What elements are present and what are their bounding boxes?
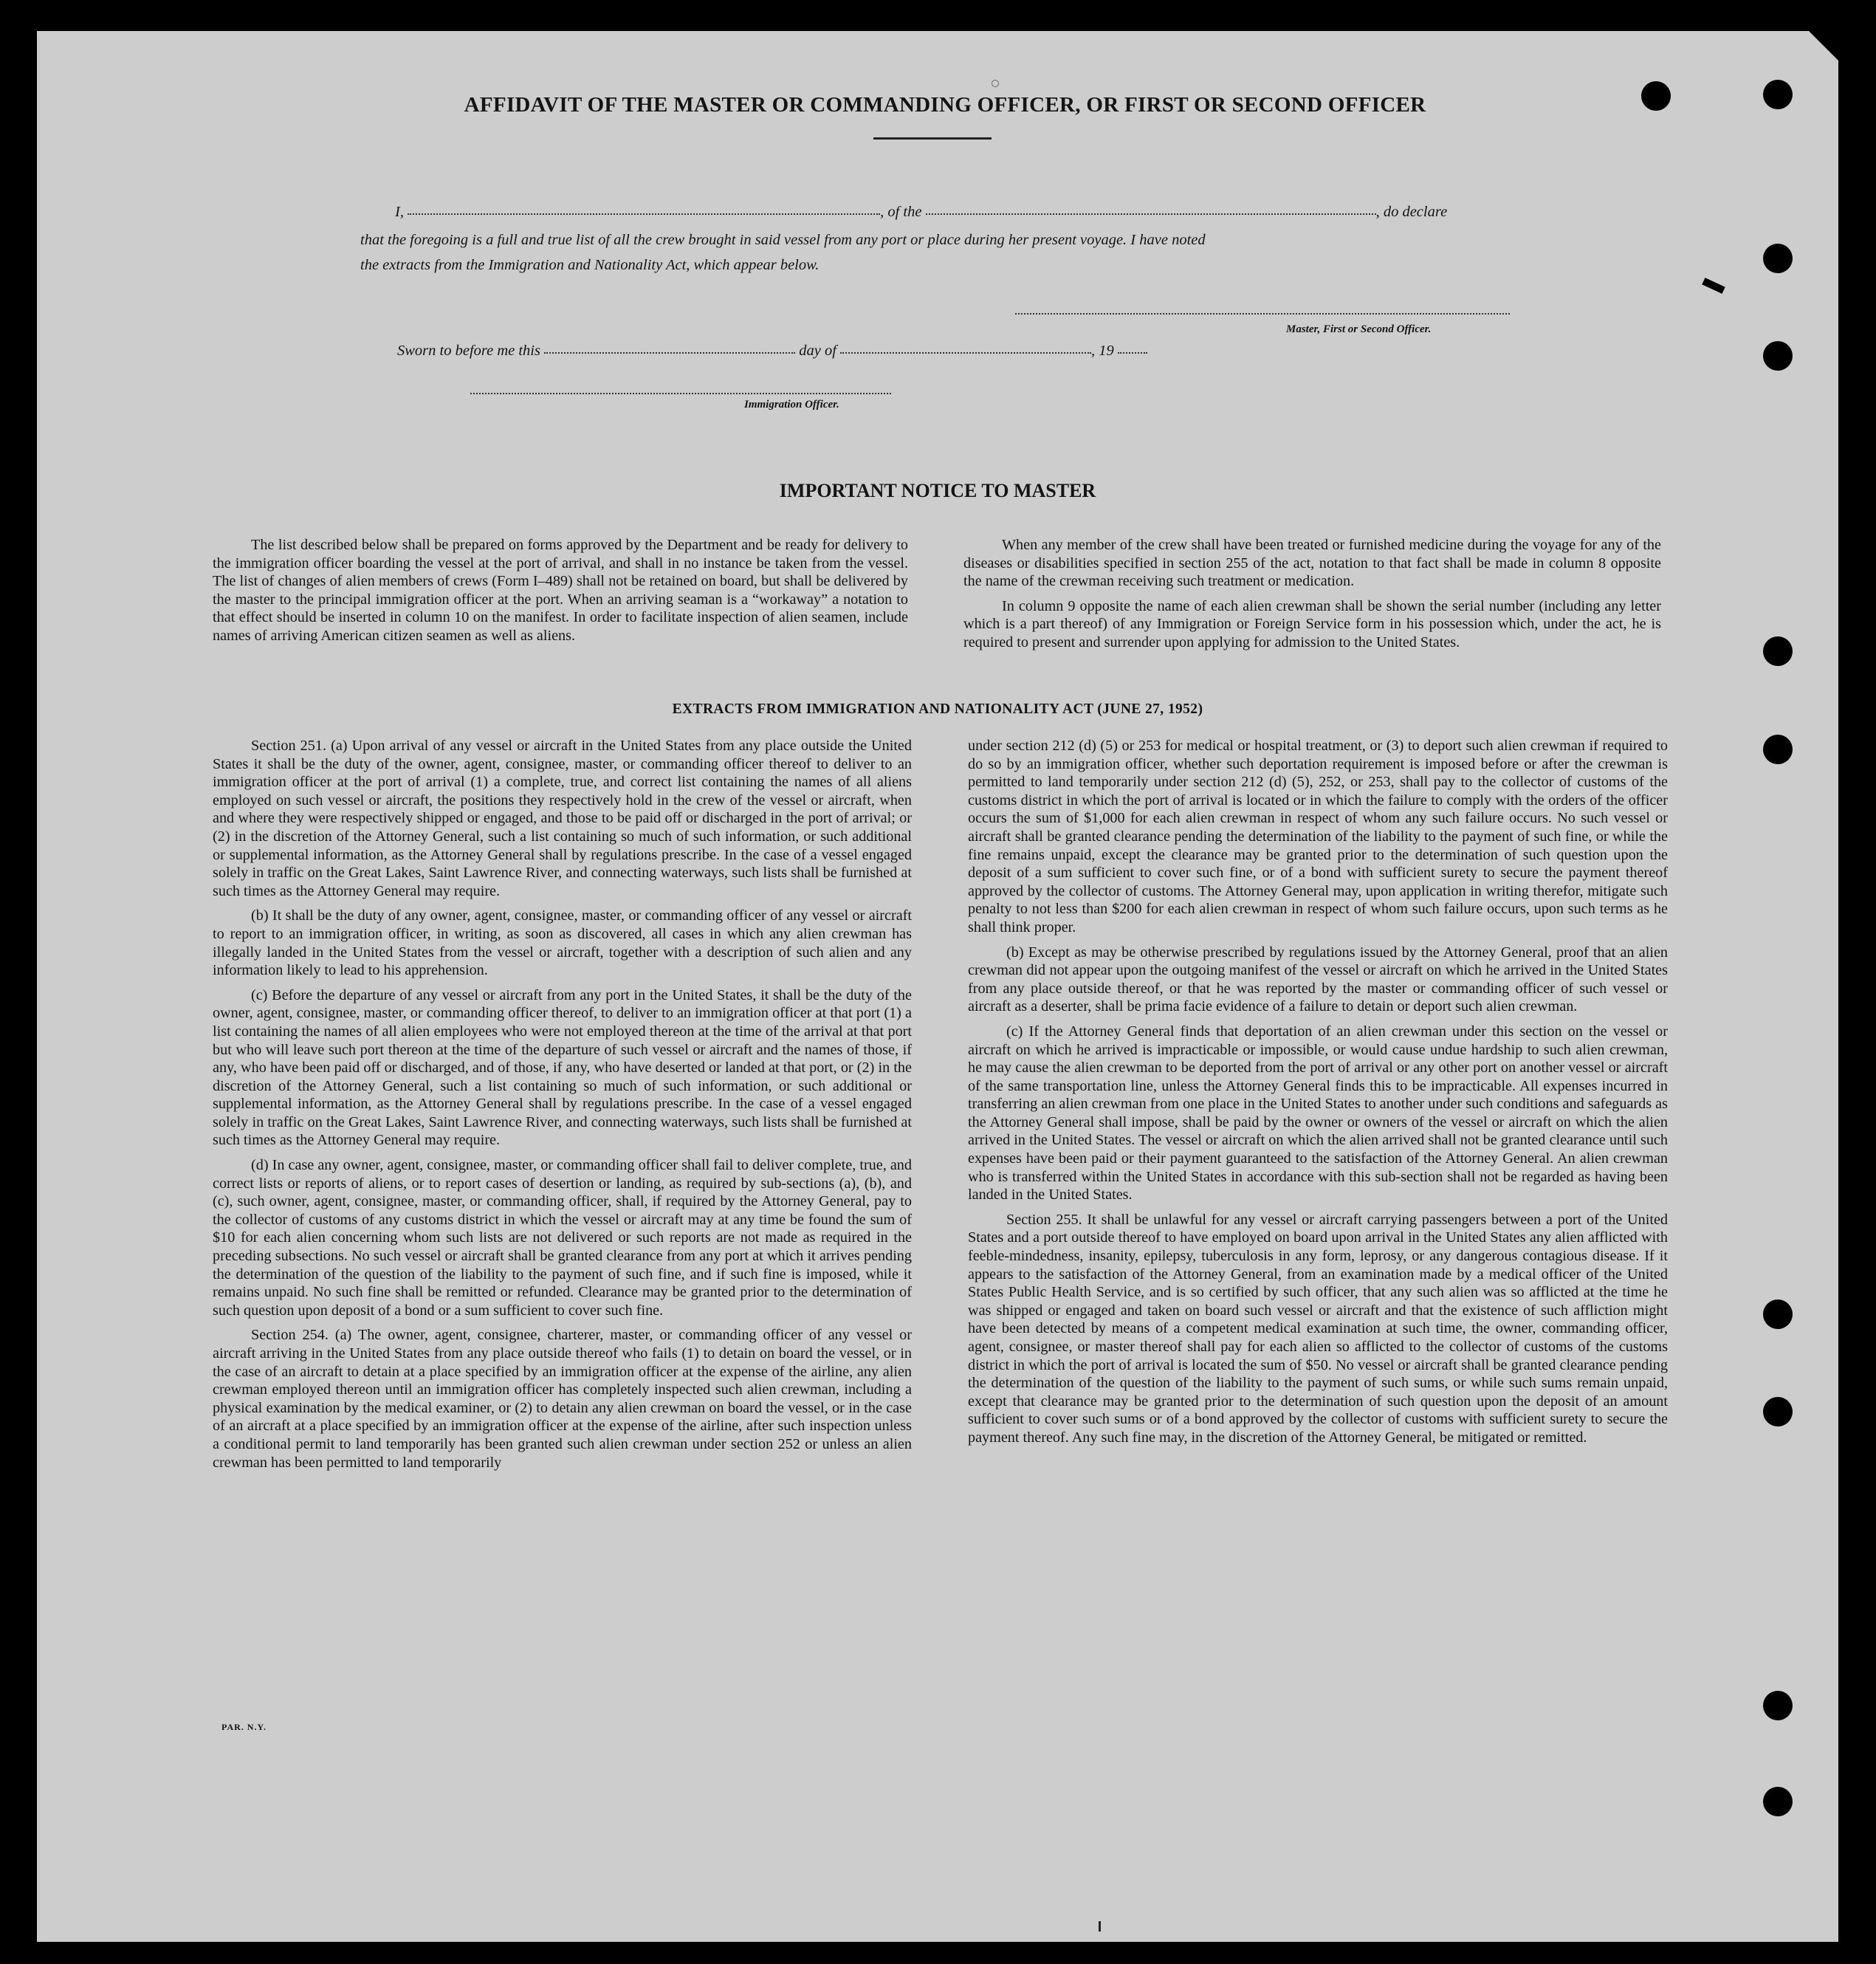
affidavit-title: AFFIDAVIT OF THE MASTER OR COMMANDING OFFICER, OR FIRST OR SECOND OFFICER [464, 93, 1426, 117]
of-the-label: , of the [880, 204, 922, 220]
sworn-year-field[interactable] [1118, 351, 1147, 354]
punch-hole [1763, 244, 1793, 273]
extract-paragraph: (b) It shall be the duty of any owner, agent, consignee, master, or commanding officer of any vessel or aircraft to report to an immigration officer, in writing, as soon as discovered, all cases in which any alien crewman has illegally landed in the United States from the vessel or aircraft, together with a description of such alien and any information likely to lead to his apprehension. [213, 907, 912, 979]
extract-paragraph: Section 254. (a) The owner, agent, consignee, charterer, master, or commanding officer of any vessel or aircraft arriving in the United States from any place outside thereof who fails (1) to detain on board the vessel, or in the case of an aircraft to detain at a place specified by an immigration officer at the expense of the airline, any alien crewman employed thereon until an immigration officer has completely inspected such alien crewman, including a physical examination by the medical examiner, or (2) to detain any alien crewman on board the vessel, or in the case of an aircraft at a place specified by an immigration officer at the expense of the airline, after such inspection unless a conditional permit to land temporarily has been granted such alien crewman under section 252 or unless an alien crewman has been permitted to land temporarily [213, 1327, 912, 1471]
small-circle-mark [992, 80, 999, 87]
punch-hole [1763, 1299, 1793, 1329]
notice-paragraph: The list described below shall be prepared on forms approved by the Department and be ready for delivery to the immigration officer boarding the vessel at the port of arrival, and shall in no instance be taken from the vessel. The list of changes of alien members of crews (Form I–489) shall not be retained on board, but shall be delivered by the master to the principal immigration officer at the port. When an arriving seaman is a “workaway” a notation to that effect should be inserted in column 10 on the manifest. In order to facilitate inspection of alien seamen, include names of arriving American citizen seamen as well as aliens. [213, 537, 908, 644]
punch-hole [1763, 636, 1793, 666]
immigration-officer-caption: Immigration Officer. [744, 399, 839, 411]
extract-paragraph: Section 251. (a) Upon arrival of any vessel or aircraft in the United States from any place outside the United States it shall be the duty of the owner, agent, consignee, master, or commanding officer thereof to deliver to an immigration officer at the port of arrival (1) a complete, true, and correct list containing the names of all aliens employed on such vessel or aircraft, the positions they respectively hold in the crew of the vessel or aircraft, when and where they were respectively shipped or engaged, and those to be paid off or discharged in the port of arrival; or (2) in the discretion of the Attorney General, such a list containing so much of such information, or such additional or supplemental information, as the Attorney General shall by regulations prescribe. In the case of a vessel engaged solely in traffic on the Great Lakes, Saint Lawrence River, and connecting waterways, such lists shall be furnished at such times as the Attorney General may require. [213, 738, 912, 899]
declaration-line [395, 204, 1447, 221]
extracts-right-column [968, 737, 1668, 1454]
punch-hole [1763, 1691, 1793, 1720]
year-label: , 19 [1091, 343, 1114, 359]
extract-paragraph: Section 255. It shall be unlawful for any vessel or aircraft carrying passengers between a port of the United States and a port outside thereof to have employed on board upon arrival in the United States any alien afflicted with feeble-mindedness, insanity, epilepsy, tuberculosis in any form, leprosy, or any dangerous contagious disease. If it appears to the satisfaction of the Attorney General, from an examination made by a medical officer of the United States Public Health Service, and is so certified by such officer, that any such alien was so afflicted at the time he was shipped or engaged and taken on board such vessel or aircraft and that the existence of such affliction might have been detected by means of a competent medical examination at such time, the owner, commanding officer, agent, consignee, or master thereof shall pay for each alien so afflicted to the collector of customs of the customs district in which the port of arrival is located the sum of $50. No vessel or aircraft shall be granted clearance pending the determination of the question of the liability to the payment of such sums, or while such sums remain unpaid, except that clearance may be granted prior to the determination of such question upon the deposit of an amount sufficient to cover such sums or of a bond approved by the collector of customs with sufficient surety to secure the payment thereof. Any such fine may, in the discretion of the Attorney General, be mitigated or remitted. [968, 1211, 1668, 1446]
sworn-month-field[interactable] [840, 351, 1091, 354]
notice-left-column [213, 536, 908, 652]
statement-line-2: the extracts from the Immigration and Nationality Act, which appear below. [360, 257, 820, 273]
punch-hole [1763, 1397, 1793, 1426]
bottom-tick-mark [1099, 1921, 1101, 1932]
extracts-left-column [213, 737, 912, 1478]
statement-line-1: that the foregoing is a full and true list of all the crew brought in said vessel from any port or place during her present voyage. I have noted [360, 232, 1206, 248]
master-caption: Master, First or Second Officer. [1286, 323, 1432, 335]
immigration-officer-signature-line[interactable] [470, 393, 891, 394]
sworn-day-field[interactable] [544, 351, 795, 354]
punch-hole [1641, 81, 1671, 111]
extract-paragraph: (b) Except as may be otherwise prescribed by regulations issued by the Attorney General, proof that an alien crewman did not appear upon the outgoing manifest of the vessel or aircraft on which he arrived in the United States from any place outside thereof, or that he was reported by the master or commanding officer of such vessel or aircraft as a deserter, shall be prima facie evidence of a failure to detain or deport such alien crewman. [968, 944, 1668, 1015]
do-declare-label: , do declare [1375, 204, 1448, 220]
name-field[interactable] [408, 213, 880, 215]
extracts-title: EXTRACTS FROM IMMIGRATION AND NATIONALITY ACT (JUNE 27, 1952) [672, 701, 1203, 717]
extract-paragraph: (d) In case any owner, agent, consignee, master, or commanding officer shall fail to deliver complete, true, and correct lists or reports of aliens, or to report cases of desertion or landing, as required by sub-sections (a), (b), and (c), such owner, agent, consignee, master, or commanding officer, shall, if required by the Attorney General, pay to the collector of customs of any customs district in which the vessel or aircraft may at any time be found the sum of $10 for each alien concerning whom such lists are not delivered or such reports are not made as required in the preceding subsections. No such vessel or aircraft shall be granted clearance from any port at which it arrives pending the determination of the question of the liability to the payment of such fine, and if such fine is imposed, while it remains unpaid. No such fine shall be remitted or refunded. Clearance may be granted prior to the determination of such question upon deposit of a bond or a sum sufficient to cover such fine. [213, 1157, 912, 1319]
sworn-line [397, 343, 1147, 360]
extract-paragraph: (c) Before the departure of any vessel or aircraft from any port in the United States, it shall be the duty of the owner, agent, consignee, master, or commanding officer thereof, to deliver to an immigration officer at that port (1) a list containing the names of all alien employees who were not employed thereon at the time of the arrival at that port but who will leave such port thereon at the time of the departure of such vessel or aircraft and the names of those, if any, who have been paid off or discharged, and of those, if any, who have deserted or landed at that port, or (2) in the discretion of the Attorney General, such a list containing so much of such information, or such additional or supplemental information, as the Attorney General shall by regulations prescribe. In the case of a vessel engaged solely in traffic on the Great Lakes, Saint Lawrence River, and connecting waterways, such lists shall be furnished at such times as the Attorney General may require. [213, 986, 912, 1149]
notice-paragraph: In column 9 opposite the name of each alien crewman shall be shown the serial number (including any letter which is a part thereof) of any Immigration or Foreign Service form in his possession which, under the act, he is required to present and surrender upon applying for admission to the United States. [963, 597, 1661, 650]
day-of-label: day of [799, 343, 836, 359]
notice-paragraph: When any member of the crew shall have been treated or furnished medicine during the voyage for any of the diseases or disabilities specified in section 255 of the act, notation to that fact shall be made in column 8 opposite the name of the crewman receiving such treatment or medication. [963, 537, 1661, 590]
i-label: I, [395, 204, 404, 220]
torn-corner [1809, 31, 1838, 61]
printer-mark: PAR. N.Y. [221, 1722, 267, 1732]
punch-hole [1763, 1787, 1793, 1816]
sworn-label: Sworn to before me this [397, 343, 540, 359]
punch-hole [1763, 80, 1793, 109]
notice-right-column [963, 536, 1661, 659]
punch-hole [1763, 341, 1793, 371]
master-signature-line[interactable] [1015, 313, 1510, 315]
title-rule [873, 137, 992, 140]
notice-title: IMPORTANT NOTICE TO MASTER [779, 480, 1096, 501]
extract-paragraph: (c) If the Attorney General finds that deportation of an alien crewman under this section on the vessel or aircraft on which he arrived is impracticable or impossible, or would cause undue hardship to such alien crewman, he may cause the alien crewman to be deported from the port of arrival or any other port on another vessel or aircraft of the same transportation line, unless the Attorney General finds this to be impracticable. All expenses incurred in transferring an alien crewman from one place in the United States to another under such conditions and safeguards as the Attorney General shall impose, shall be paid by the owner or owners of the vessel or aircraft on which the alien arrived in the United States. The vessel or aircraft on which the alien arrived shall not be granted clearance until such expenses have been paid or their payment guaranteed to the satisfaction of the Attorney General. An alien crewman who is transferred within the United States in accordance with this sub-section shall not be regarded as having been landed in the United States. [968, 1023, 1668, 1204]
vessel-field[interactable] [926, 213, 1376, 215]
punch-hole [1763, 735, 1793, 764]
extract-paragraph: under section 212 (d) (5) or 253 for medical or hospital treatment, or (3) to deport such alien crewman if required to do so by an immigration officer, whether such deportation requirement is imposed before or after the crewman is permitted to land temporarily under section 212 (d) (5), 252, or 253, shall pay to the collector of customs of the customs district in which the port of arrival is located or in which the failure to comply with the orders of the officer occurs the sum of $1,000 for each alien crewman in respect of whom any such failure occurs. No such vessel or aircraft shall be granted clearance pending the determination of the liability to the payment of such fine, or while the fine remains unpaid, except the clearance may be granted prior to the determination of such question upon the deposit of a sum sufficient to cover such fine, or of a bond with sufficient surety to secure the payment thereof approved by the collector of customs. The Attorney General may, upon application in writing therefor, mitigate such penalty to not less than $200 for each alien crewman in respect of whom such failure occurs, upon such terms as he shall think proper. [968, 738, 1668, 935]
